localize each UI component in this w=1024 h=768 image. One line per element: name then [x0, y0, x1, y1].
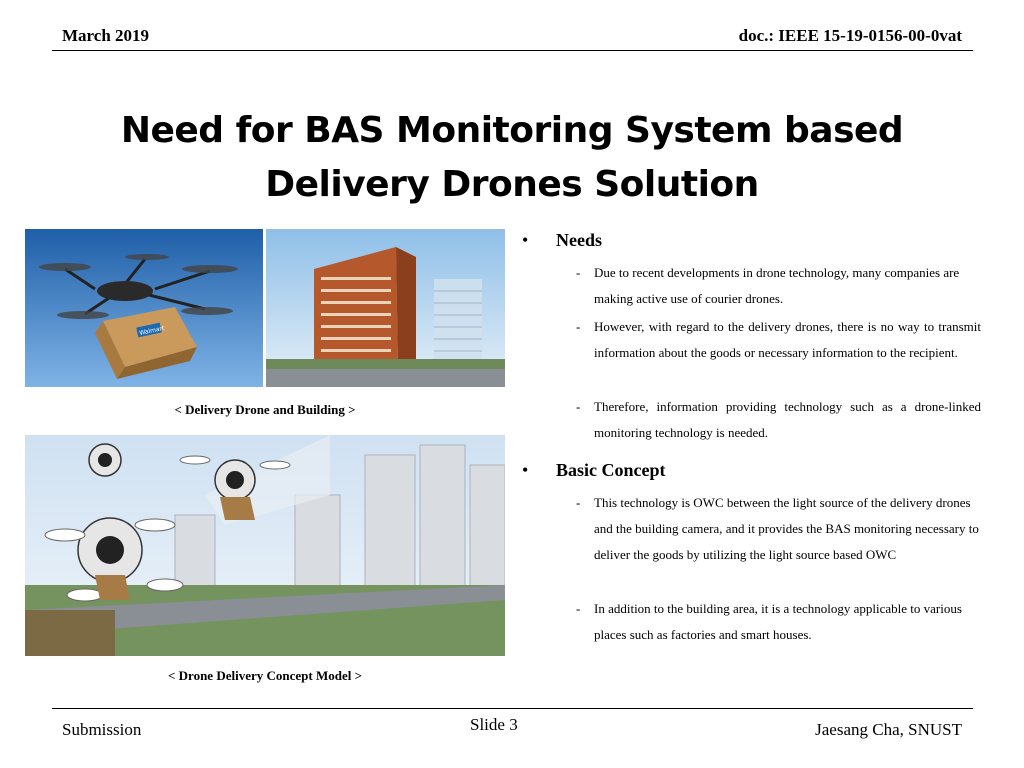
- bullet-icon: •: [522, 460, 529, 480]
- section-heading: Needs: [556, 230, 602, 250]
- dash-icon: -: [576, 399, 581, 414]
- slide-title: Need for BAS Monitoring System based Delivery Drones Solution: [120, 110, 904, 205]
- list-item-text: However, with regard to the delivery drones, there is no way to transmit information about the goods or necessary information to the recipient.: [594, 319, 981, 360]
- footer-rule: [52, 708, 973, 709]
- list-item-text: Therefore, information providing technology such as a drone-linked monitoring technology is needed.: [594, 399, 981, 440]
- header-date: March 2019: [62, 26, 150, 45]
- delivery-drone-image: [25, 229, 263, 387]
- footer-author: Jaesang Cha, SNUST: [815, 720, 962, 739]
- list-item-text: Due to recent developments in drone technology, many companies are making active use of courier drones.: [594, 265, 960, 306]
- box-label: Walmart: [138, 324, 165, 337]
- header-rule: [52, 50, 973, 51]
- dash-icon: -: [576, 495, 581, 510]
- header-doc-id: doc.: IEEE 15-19-0156-00-0vat: [738, 26, 962, 45]
- list-item-text: In addition to the building area, it is a technology applicable to various places such as factories and smart houses.: [594, 601, 962, 642]
- building-image: [266, 229, 505, 387]
- dash-icon: -: [576, 601, 581, 616]
- footer-submission: Submission: [62, 720, 142, 739]
- list-item-text: This technology is OWC between the light source of the delivery drones and the building camera, and it provides the BAS monitoring necessary to deliver the goods by utilizing the light source based OWC: [594, 495, 979, 562]
- caption-delivery-drone: < Delivery Drone and Building >: [174, 402, 356, 417]
- concept-model-image: [25, 435, 505, 656]
- caption-concept-model: < Drone Delivery Concept Model >: [167, 668, 362, 683]
- slide-number: Slide 3: [470, 715, 518, 734]
- dash-icon: -: [576, 265, 581, 280]
- dash-icon: -: [576, 319, 581, 334]
- section-heading: Basic Concept: [556, 460, 666, 480]
- bullet-icon: •: [522, 230, 529, 250]
